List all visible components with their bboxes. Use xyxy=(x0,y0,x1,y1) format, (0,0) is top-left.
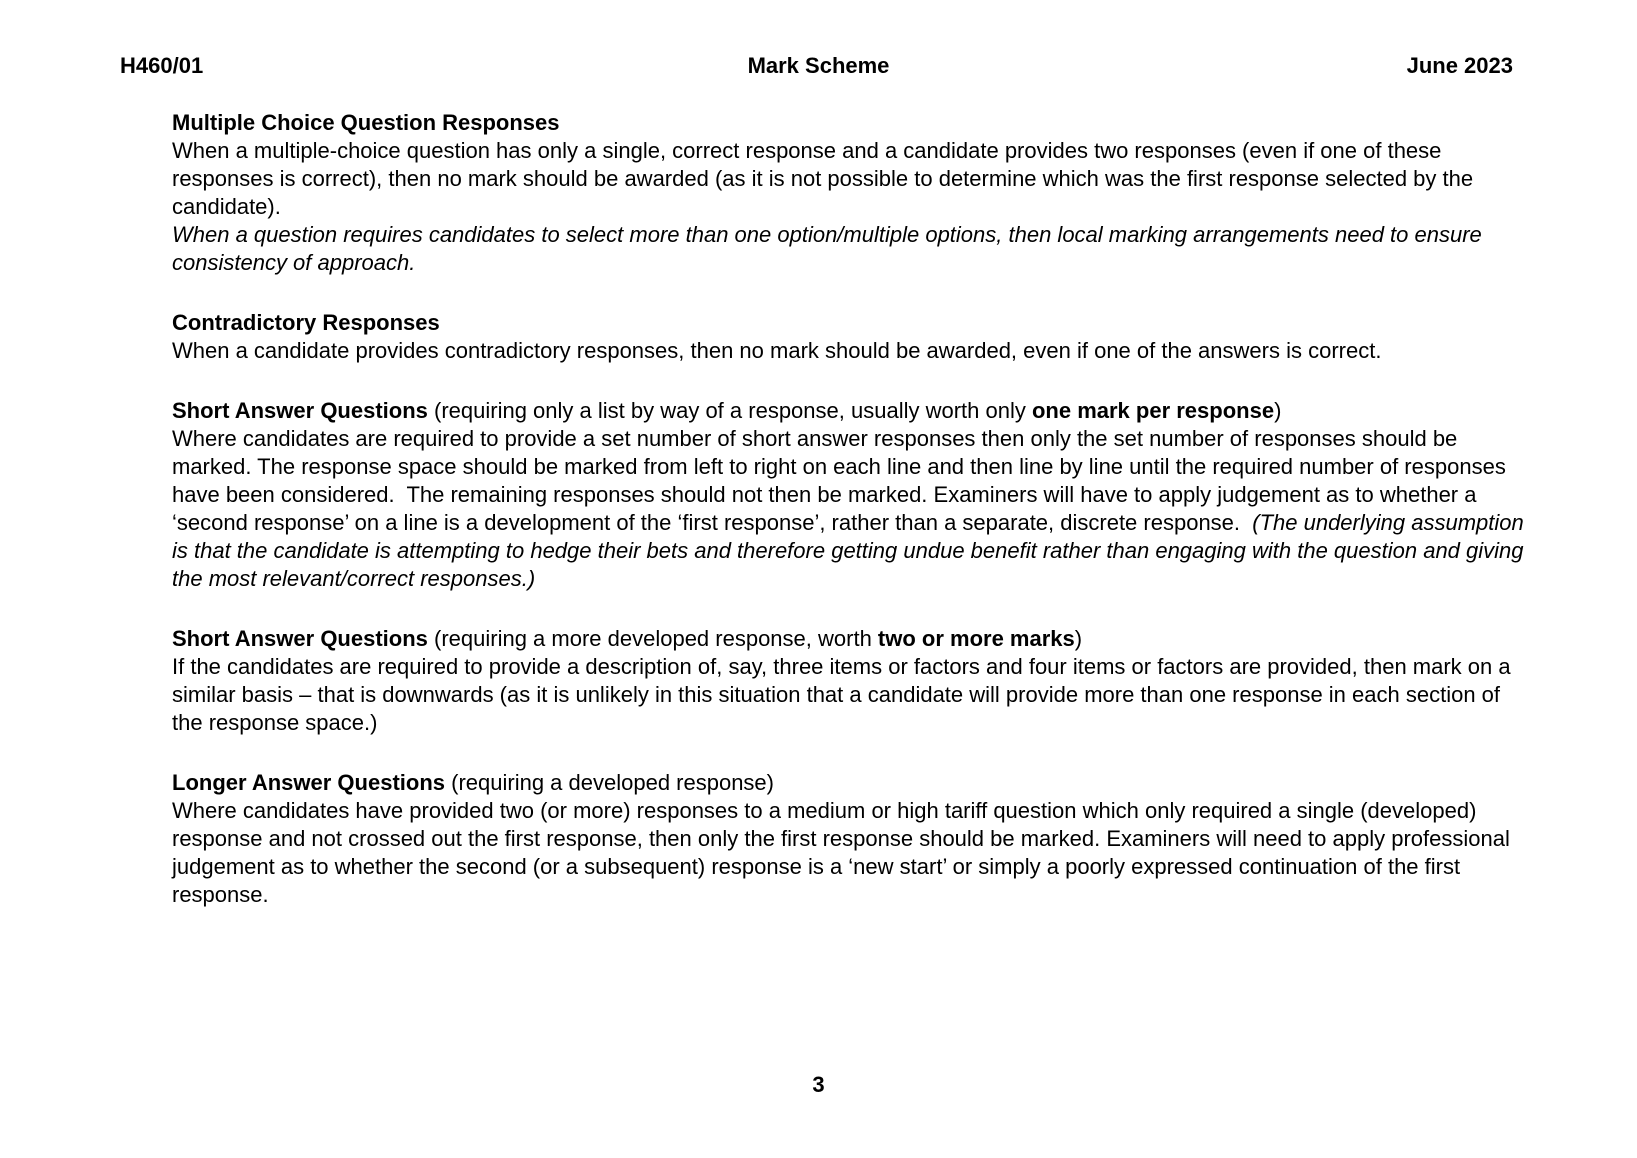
heading-segment: (requiring a more developed response, worth xyxy=(427,626,878,651)
section-multiple-choice-question-responses xyxy=(172,109,1528,277)
heading-segment: two or more marks xyxy=(877,626,1075,651)
text-segment: Where candidates have provided two (or more) responses to a medium or high tariff question which only required a single (developed) response and not crossed out the first response, then only the first response should be marked. Examiners will need to apply professional judgement as to whether the second (or a subsequent) response is a ‘new start’ or simply a poorly expressed continuation of the first response. xyxy=(172,798,1516,907)
text-segment: If the candidates are required to provide a description of, say, three items or factors and four items or factors are provided, then mark on a similar basis – that is downwards (as it is unlikely in this situation that a candidate will provide more than one response in each section of the response space.) xyxy=(172,654,1517,735)
header-date: June 2023 xyxy=(1406,53,1513,78)
text-segment-italic: When a question requires candidates to select more than one option/multiple options, then local marking arrangements need to ensure consistency of approach. xyxy=(172,222,1488,275)
text-segment: When a candidate provides contradictory responses, then no mark should be awarded, even if one of the answers is correct. xyxy=(172,338,1382,363)
paragraph xyxy=(172,221,1528,277)
section-longer-answer-questions xyxy=(172,769,1528,909)
page-footer xyxy=(0,1071,1637,1099)
paragraph xyxy=(172,425,1528,593)
section-heading xyxy=(172,769,1528,797)
section-heading xyxy=(172,625,1528,653)
header-title: Mark Scheme xyxy=(747,53,890,78)
heading-segment: one mark per response xyxy=(1031,398,1275,423)
heading-segment: Multiple Choice Question Responses xyxy=(172,110,560,135)
heading-segment: (requiring a developed response) xyxy=(445,770,774,795)
text-segment: When a multiple-choice question has only a single, correct response and a candidate provides two responses (even if one of these responses is correct), then no mark should be awarded (as it is not possible to determine which was the first response selected by the candidate). xyxy=(172,138,1480,219)
section-heading xyxy=(172,397,1528,425)
heading-segment: Contradictory Responses xyxy=(172,310,440,335)
section-short-answer-questions-developed xyxy=(172,625,1528,737)
section-heading xyxy=(172,309,1528,337)
paragraph xyxy=(172,137,1528,221)
text-segment-italic: (The underlying assumption is that the candidate is attempting to hedge their bets and therefore getting undue benefit rather than engaging with the question and giving the most relevant/correct responses.) xyxy=(172,510,1530,591)
heading-segment: (requiring only a list by way of a response, usually worth only xyxy=(427,398,1032,423)
section-short-answer-questions-list xyxy=(172,397,1528,593)
heading-segment: Longer Answer Questions xyxy=(172,770,446,795)
paragraph xyxy=(172,653,1528,737)
text-segment: Where candidates are required to provide a set number of short answer responses then only the set number of responses should be marked. The response space should be marked from left to right on each line and then line by line until the required number of responses have been considered. The remaining responses should not then be marked. Examiners will have to apply judgement as to whether a ‘second response’ on a line is a development of the ‘first response’, rather than a separate, discrete response. xyxy=(172,426,1512,535)
page-header xyxy=(0,52,1637,80)
heading-segment: Short Answer Questions xyxy=(172,626,428,651)
page-number: 3 xyxy=(812,1072,825,1097)
paragraph xyxy=(172,797,1528,909)
section-contradictory-responses xyxy=(172,309,1528,365)
heading-segment: ) xyxy=(1274,398,1282,423)
paragraph xyxy=(172,337,1528,365)
section-heading xyxy=(172,109,1528,137)
header-paper-code: H460/01 xyxy=(120,53,204,78)
document-body xyxy=(172,109,1528,941)
heading-segment: ) xyxy=(1074,626,1083,651)
heading-segment: Short Answer Questions xyxy=(172,398,428,423)
